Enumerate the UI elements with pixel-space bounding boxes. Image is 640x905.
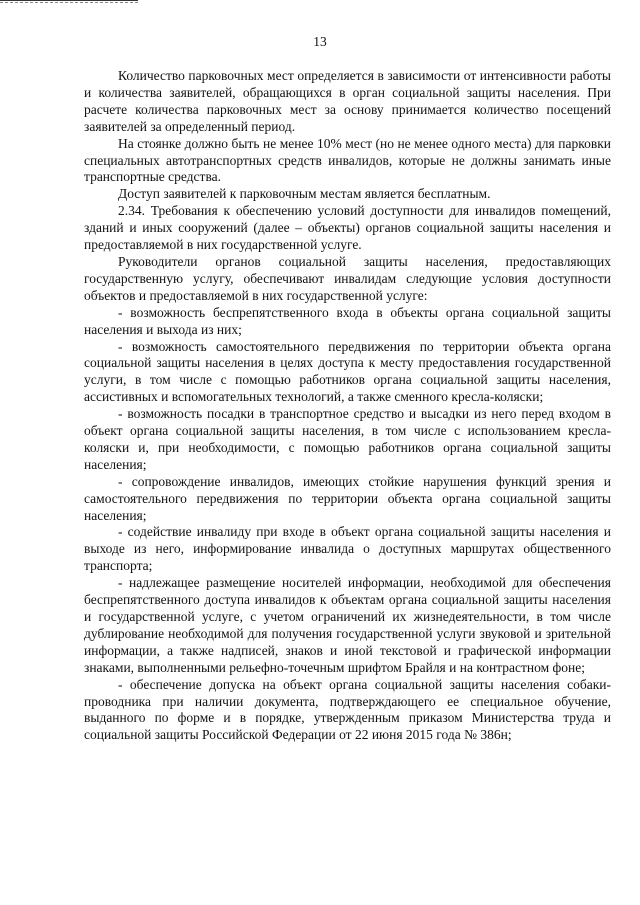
list-item-information: - надлежащее размещение носителей информации, необходимой для обеспечения беспрепятственного доступа инвалидов к объектам органа социальной защиты населения и государственной услуге, с учетом ограничений их жизнедеятельности, в том числе дублирование необходимой для получения государственной услуги звуковой и зрительной информации, а также надписей, знаков и иной текстовой и графической информации знаками, выполненными рельефно-точечным шрифтом Брайля и на контрастном фоне;: [84, 575, 611, 675]
list-item-assistance: - содействие инвалиду при входе в объект органа социальной защиты населения и выходе из него, информирование инвалида о доступных маршрутах общественного транспорта;: [84, 524, 611, 574]
paragraph-parking-free: Доступ заявителей к парковочным местам является бесплатным.: [118, 186, 491, 202]
list-item-accompaniment: - сопровождение инвалидов, имеющих стойкие нарушения функций зрения и самостоятельного передвижения по территории объекта органа социальной защиты населения;: [84, 473, 611, 523]
paragraph-accessibility-requirements: 2.34. Требования к обеспечению условий доступности для инвалидов помещений, зданий и иных сооружений (далее – объекты) органов социальной защиты населения и предоставляемой в них государственной услуге.: [84, 203, 611, 253]
page-number: 13: [313, 34, 327, 49]
paragraph-parking-count: Количество парковочных мест определяется в зависимости от интенсивности работы и количества заявителей, обращающихся в орган социальной защиты населения. При расчете количества парковочных мест за основу принимается количество посещений заявителей за определенный период.: [84, 68, 611, 134]
list-item-guide-dog: - обеспечение допуска на объект органа социальной защиты населения собаки-проводника при наличии документа, подтверждающего ее специальное обучение, выданного по форме и в порядке, утвержденным приказом Министерства труда и социальной защиты Российской Федерации от 22 июня 2015 года № 386н;: [84, 676, 611, 743]
list-item-movement: - возможность самостоятельного передвижения по территории объекта органа социальной защиты населения в целях доступа к месту предоставления государственной услуги, в том числе с помощью работников органа социальной защиты населения, ассистивных и вспомогательных технологий, а также сменного кресла-коляски;: [84, 338, 611, 405]
paragraph-parking-disabled: На стоянке должно быть не менее 10% мест (но не менее одного места) для парковки специальных автотранспортных средств инвалидов, которые не должны занимать иные транспортные средства.: [84, 135, 611, 185]
paragraph-managers-ensure: Руководители органов социальной защиты населения, предоставляющих государственную услугу, обеспечивают инвалидам следующие условия доступности объектов и предоставляемой в них государственной услуге:: [84, 253, 611, 303]
document-body: [84, 68, 611, 744]
top-edge-line: [0, 0, 138, 3]
list-item-transport: - возможность посадки в транспортное средство и высадки из него перед входом в объект органа социальной защиты населения, в том числе с использованием кресла-коляски и, при необходимости, с помощью работников органа социальной защиты населения;: [84, 406, 611, 472]
list-item-entry-exit: - возможность беспрепятственного входа в объекты органа социальной защиты населения и выхода из них;: [84, 304, 611, 337]
